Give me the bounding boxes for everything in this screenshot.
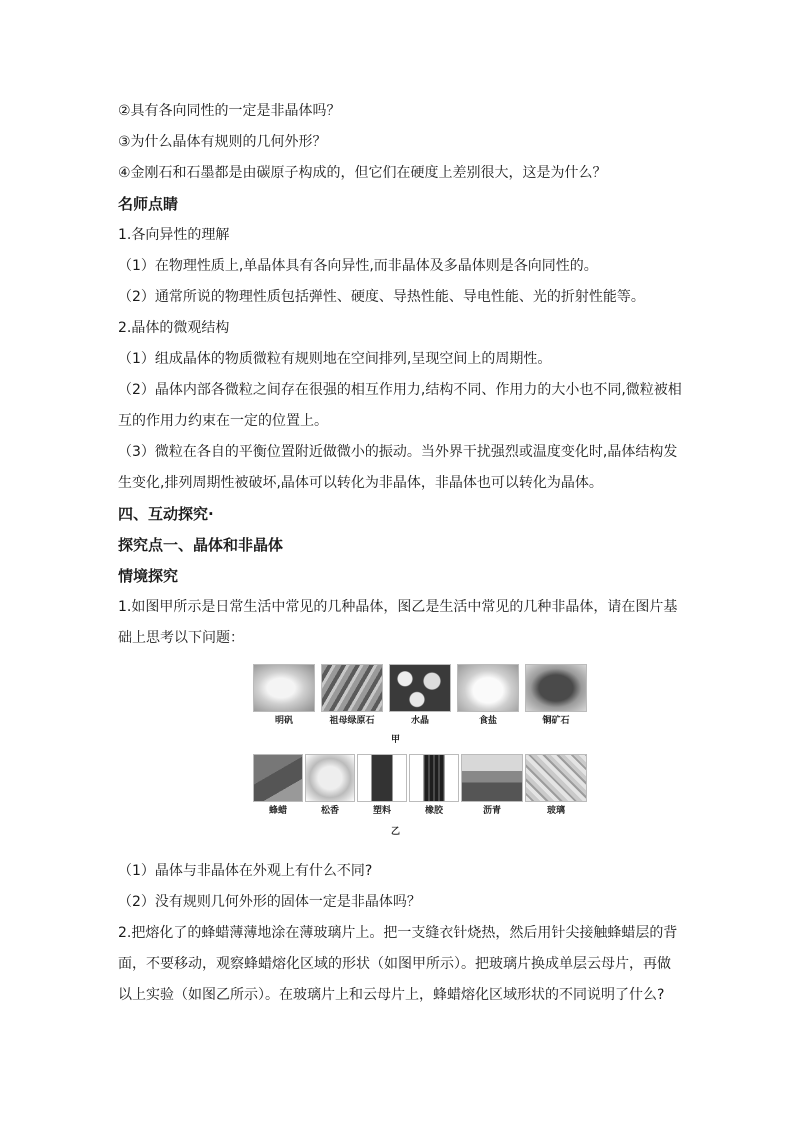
- figure-item-glass: [525, 754, 587, 817]
- figure-caption: 塑料: [372, 806, 391, 816]
- question-1-line-2: 础上思考以下问题：: [118, 630, 244, 646]
- figure-item-asphalt: [461, 754, 523, 817]
- figure-row-jia: [253, 664, 587, 727]
- sub-question-2: （2）没有规则几何外形的固体一定是非晶体吗？: [118, 894, 421, 910]
- figure-item-alum: [253, 664, 315, 727]
- emerald-photo: [321, 664, 383, 712]
- section-1-item-1: （1）在物理性质上,单晶体具有各向异性,而非晶体及多晶体则是各向同性的。: [118, 258, 598, 274]
- figure-item-emerald: [321, 664, 383, 727]
- figure-row-yi: [253, 754, 587, 817]
- figure-caption: 松香: [320, 806, 339, 816]
- rubber-photo: [409, 754, 459, 802]
- question-1-line-1: 1.如图甲所示是日常生活中常见的几种晶体，图乙是生活中常见的几种非晶体，请在图片基: [118, 599, 678, 615]
- section-2-item-3-line-1: （3）微粒在各自的平衡位置附近做微小的振动。当外界干扰强烈或温度变化时,晶体结构发: [118, 444, 678, 460]
- figure-caption: 明矾: [274, 716, 293, 726]
- figure-caption: 玻璃: [546, 806, 565, 816]
- figure-caption: 食盐: [478, 716, 497, 726]
- question-2-line-2: 面，不要移动，观察蜂蜡熔化区域的形状（如图甲所示）。把玻璃片换成单层云母片，再做: [118, 956, 671, 972]
- salt-photo: [457, 664, 519, 712]
- question-2-line-1: 2.把熔化了的蜂蜡薄薄地涂在薄玻璃片上。把一支缝衣针烧热，然后用针尖接触蜂蜡层的背: [118, 925, 678, 941]
- mingshi-heading: 名师点睛: [118, 195, 179, 213]
- crystal-figure: [118, 656, 678, 856]
- figure-item-quartz: [389, 664, 451, 727]
- sub-question-1: （1）晶体与非晶体在外观上有什么不同?: [118, 863, 373, 879]
- section-2-title: 2.晶体的微观结构: [118, 320, 230, 336]
- figure-caption: 沥青: [482, 806, 501, 816]
- scenario-heading: 情境探究: [118, 567, 179, 585]
- rosin-photo: [305, 754, 355, 802]
- figure-label-yi: 乙: [391, 827, 401, 837]
- figure-caption: 祖母绿原石: [329, 716, 375, 726]
- section-2-item-3-line-2: 生变化,排列周期性被破坏,晶体可以转化为非晶体，非晶体也可以转化为晶体。: [118, 475, 603, 491]
- figure-caption: 蜂蜡: [268, 806, 287, 816]
- section-1-title: 1.各向异性的理解: [118, 227, 230, 243]
- question-2-line-3: 以上实验（如图乙所示）。在玻璃片上和云母片上，蜂蜡熔化区域形状的不同说明了什么?: [118, 987, 665, 1003]
- question-2: ②具有各向同性的一定是非晶体吗？: [118, 103, 341, 119]
- section-2-item-1: （1）组成晶体的物质微粒有规则地在空间排列,呈现空间上的周期性。: [118, 351, 552, 367]
- figure-item-salt: [457, 664, 519, 727]
- figure-item-plastic: [357, 754, 407, 817]
- quartz-photo: [389, 664, 451, 712]
- document-page: [118, 96, 682, 1011]
- figure-item-copper-ore: [525, 664, 587, 727]
- figure-item-rosin: [305, 754, 355, 817]
- figure-item-rubber: [409, 754, 459, 817]
- figure-caption: 水晶: [410, 716, 429, 726]
- section-2-item-2-line-1: （2）晶体内部各微粒之间存在很强的相互作用力,结构不同、作用力的大小也不同,微粒被相: [118, 382, 682, 398]
- beeswax-photo: [253, 754, 303, 802]
- question-4: ④金刚石和石墨都是由碳原子构成的，但它们在硬度上差别很大，这是为什么？: [118, 165, 607, 181]
- section-4-heading: 四、互动探究·: [118, 505, 214, 523]
- question-3: ③为什么晶体有规则的几何外形？: [118, 134, 327, 150]
- alum-photo: [253, 664, 315, 712]
- section-1-item-2: （2）通常所说的物理性质包括弹性、硬度、导热性能、导电性能、光的折射性能等。: [118, 289, 645, 305]
- asphalt-photo: [461, 754, 523, 802]
- glass-photo: [525, 754, 587, 802]
- section-2-item-2-line-2: 互的作用力约束在一定的位置上。: [118, 413, 328, 429]
- figure-caption: 铜矿石: [542, 716, 570, 726]
- plastic-photo: [357, 754, 407, 802]
- copper-ore-photo: [525, 664, 587, 712]
- inquiry-point-1: 探究点一、晶体和非晶体: [118, 536, 284, 554]
- figure-caption: 橡胶: [424, 806, 443, 816]
- figure-label-jia: 甲: [391, 735, 401, 745]
- figure-item-beeswax: [253, 754, 303, 817]
